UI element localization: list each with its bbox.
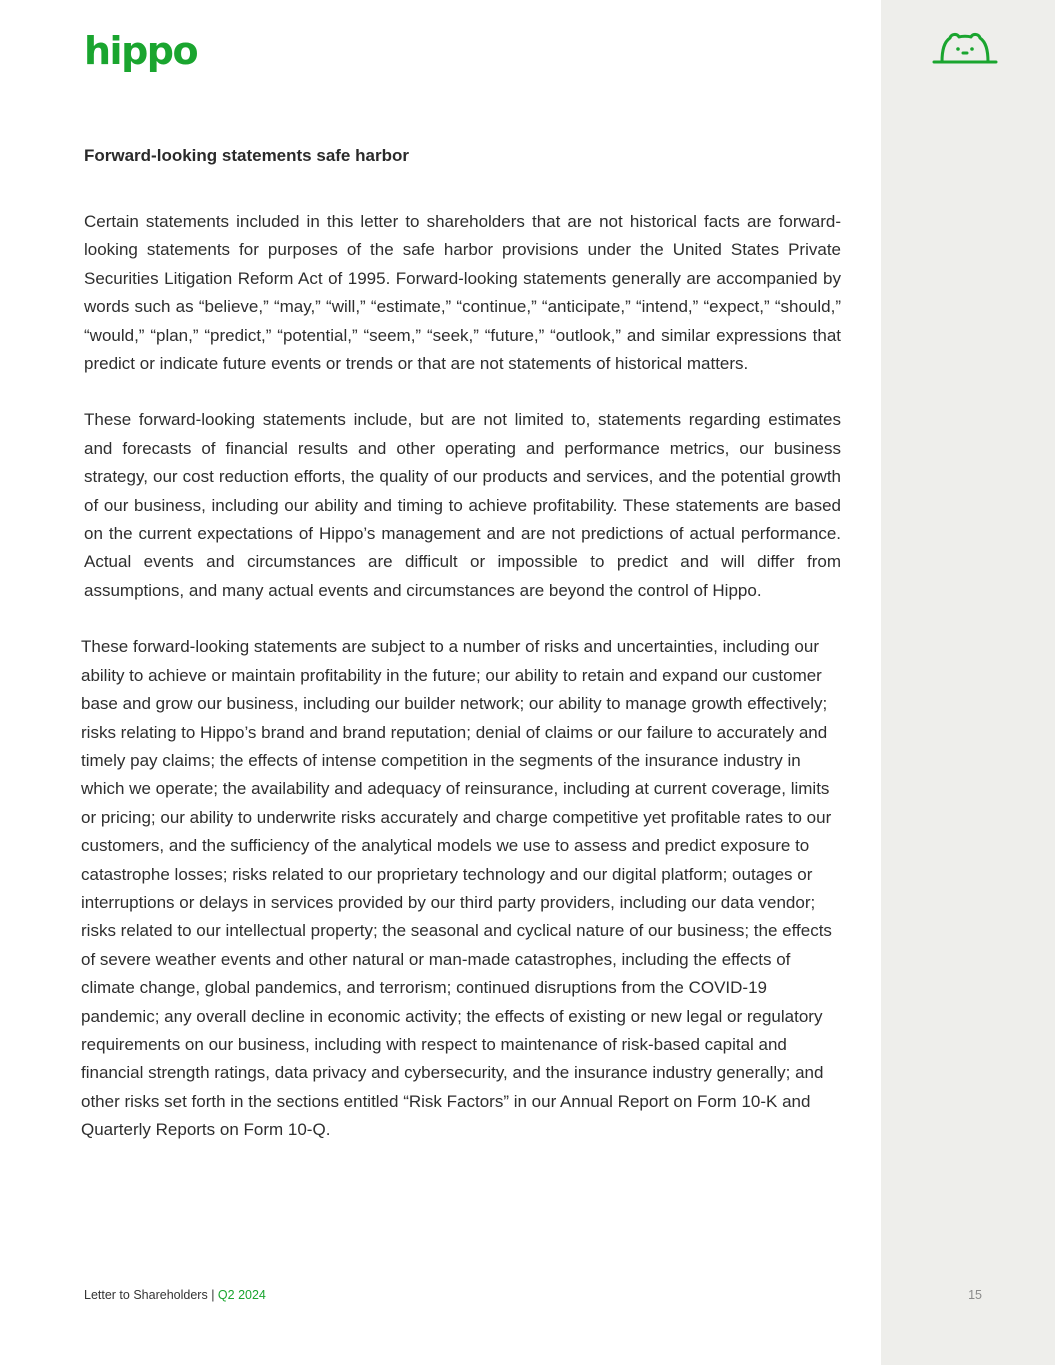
footer-period: Q2 2024 [217, 1288, 266, 1302]
footer-separator: | [211, 1288, 215, 1302]
section-heading: Forward-looking statements safe harbor [84, 146, 409, 165]
safe-harbor-section [81, 140, 841, 1173]
footer-document-label [84, 1286, 266, 1304]
paragraph-scope: These forward-looking statements include, but are not limited to, statements regarding estimates and forecasts of financial results and other operating and performance metrics, our business strategy, our cost reduction efforts, the quality of our products and services, and the potential growth of our business, including our ability and timing to achieve profitability. These statements are based on the current expectations of Hippo’s management and are not predictions of actual performance. Actual events and circumstances are difficult or impossible to predict and will differ from assumptions, and many actual events and circumstances are beyond the control of Hippo. [84, 410, 841, 600]
side-panel [881, 0, 1055, 1365]
hippo-face-icon [930, 28, 1000, 68]
paragraph-intro: Certain statements included in this letter to shareholders that are not historical facts are forward-looking statements for purposes of the safe harbor provisions under the United States Private Securities Litigation Reform Act of 1995. Forward-looking statements generally are accompanied by words such as “believe,” “may,” “will,” “estimate,” “continue,” “anticipate,” “intend,” “expect,” “should,” “would,” “plan,” “predict,” “potential,” “seem,” “seek,” “future,” “outlook,” and similar expressions that predict or indicate future events or trends or that are not statements of historical matters. [84, 212, 841, 374]
paragraph-risks: These forward-looking statements are subject to a number of risks and uncertainties, including our ability to achieve or maintain profitability in the future; our ability to retain and expand our customer base and grow our business, including our builder network; our ability to manage growth effectively; risks relating to Hippo’s brand and brand reputation; denial of claims or our failure to accurately and timely pay claims; the effects of intense competition in the segments of the insurance industry in which we operate; the availability and adequacy of reinsurance, including at current coverage, limits or pricing; our ability to underwrite risks accurately and charge competitive yet profitable rates to our customers, and the sufficiency of the analytical models we use to assess and predict exposure to catastrophe losses; risks related to our proprietary technology and our digital platform; outages or interruptions or delays in services provided by our third party providers, including our data vendor; risks related to our intellectual property; the seasonal and cyclical nature of our business; the effects of severe weather events and other natural or man-made catastrophes, including the effects of climate change, global pandemics, and terrorism; continued disruptions from the COVID-19 pandemic; any overall decline in economic activity; the effects of existing or new legal or regulatory requirements on our business, including with respect to maintenance of risk-based capital and financial strength ratings, data privacy and cybersecurity, and the insurance industry generally; and other risks set forth in the sections entitled “Risk Factors” in our Annual Report on Form 10-K and Quarterly Reports on Form 10-Q. [81, 637, 832, 1140]
page-number: 15 [968, 1288, 982, 1302]
hippo-logo: hippo [84, 29, 198, 73]
footer-document-title: Letter to Shareholders [84, 1288, 208, 1302]
